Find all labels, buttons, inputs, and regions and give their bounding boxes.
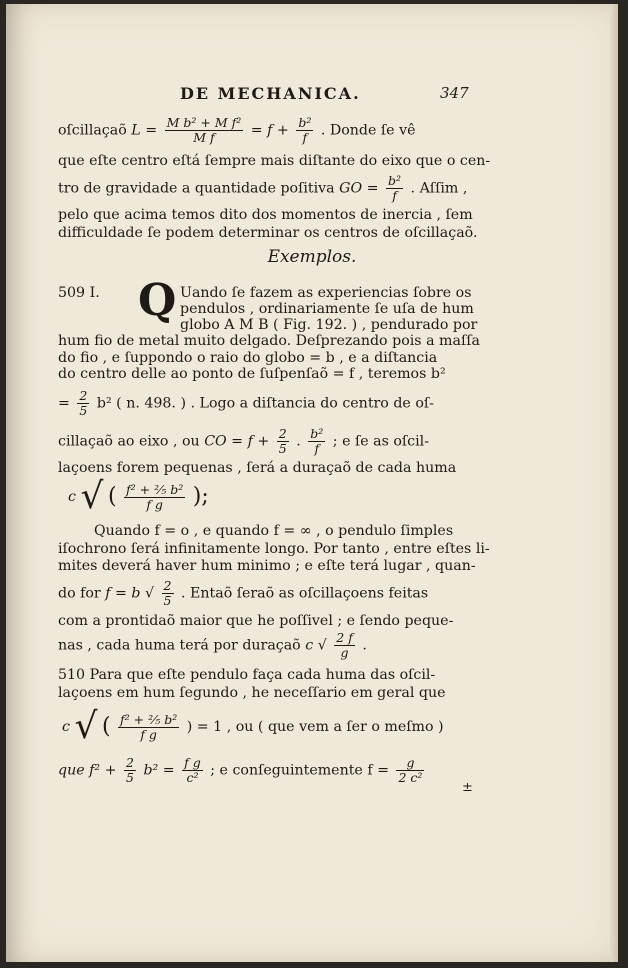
fraction: $\frac{2}{5}$ [79, 388, 88, 418]
fraction: $\frac{2}{5}$ [163, 578, 172, 608]
fraction: $\frac{2}{5}$ [125, 755, 134, 785]
drop-cap: Q [138, 275, 177, 326]
text-line: = $\frac{2}{5}$ b² ( n. 498. ) . Logo a diſtancia do centro de oſ- [58, 388, 434, 418]
fraction: $\frac{2 f}{g}$ [336, 630, 353, 660]
text-line: oſcillaçaõ L = $\frac{\text{M b² + M f²}}{\text{M f}}$ = f + $\frac{\text{b²}}{f}$ . Donde ſe vê [58, 115, 416, 145]
text-line: 509 I. [58, 285, 100, 301]
page-number: 347 [440, 84, 469, 102]
fraction: $\frac{\text{M b² + M f²}}{\text{M f}}$ [166, 115, 242, 145]
fraction: $\frac{\text{b²}}{f}$ [298, 115, 312, 145]
fraction: $\frac{\text{f² + ⅖ b²}}{\text{f g}}$ [120, 711, 178, 742]
page-edge [610, 4, 618, 962]
text-line: hum fio de metal muito delgado. Deſprezando pois a maſſa [58, 333, 480, 349]
running-head: DE MECHANICA. [180, 84, 361, 103]
text-line: laçoens em hum ſegundo , he neceſſario em geral que [58, 685, 446, 701]
text-line: mites deverá haver hum minimo ; e eſte terá lugar , quan- [58, 558, 476, 574]
text-line: iſochrono ſerá infinitamente longo. Por tanto , entre eſtes li- [58, 541, 490, 557]
radical-icon: √ [74, 706, 98, 747]
fraction: $\frac{\text{b²}}{f}$ [388, 173, 402, 203]
text-line: laçoens forem pequenas , ſerá a duraçaõ de cada huma [58, 460, 457, 476]
text-line: do centro delle ao ponto de ſuſpenſaõ = f , teremos b² [58, 366, 446, 382]
text-line: cillaçaõ ao eixo , ou CO = f + $\frac{2}{5}$ . $\frac{\text{b²}}{f}$ ; e ſe as oſcil- [58, 426, 429, 456]
paren-open: ( [101, 714, 111, 739]
text-line: Quando f = o , e quando f = ∞ , o pendulo ſimples [94, 523, 454, 539]
text-line: globo A M B ( Fig. 192. ) , pendurado por [180, 317, 478, 333]
text-line: do for f = b √ $\frac{2}{5}$ . Entaõ ſeraõ as oſcillaçoens feitas [58, 578, 429, 608]
text-line: pelo que acima temos dito dos momentos de inercia , ſem [58, 207, 473, 223]
page-header [56, 84, 476, 106]
fraction: $\frac{\text{f g}}{\text{c²}}$ [184, 755, 201, 785]
book-page [6, 4, 618, 962]
radical-icon: √ [80, 476, 104, 517]
text-line: nas , cada huma terá por duraçaõ c √ $\frac{2 f}{g}$ . [58, 630, 367, 660]
equation: c √ ( $\frac{\text{f² + ⅖ b²}}{\text{f g}}$ ); [68, 476, 209, 517]
text-line: com a prontidaõ maior que he poſſivel ; e ſendo peque- [58, 613, 454, 629]
text-line: que eſte centro eſtá ſempre mais diſtante do eixo que o cen- [58, 153, 491, 169]
paren-open: ( [107, 484, 117, 509]
text-line: do fio , e ſuppondo o raio do globo = b , e a diſtancia [58, 350, 438, 366]
text-line: Uando ſe fazem as experiencias ſobre os [180, 285, 472, 301]
fraction: $\frac{\text{f² + ⅖ b²}}{\text{f g}}$ [126, 481, 184, 512]
text-line: difficuldade ſe podem determinar os centros de oſcillaçaõ. [58, 225, 478, 241]
text-line: que f² + $\frac{2}{5}$ b² = $\frac{\text{f g}}{\text{c²}}$ ; e conſeguintemente f = $\frac{g}{\text{2 c²}}$ [58, 755, 423, 785]
text-line: tro de gravidade a quantidade poſitiva GO = $\frac{\text{b²}}{f}$ . Aſſim , [58, 173, 468, 203]
fraction: $\frac{g}{\text{2 c²}}$ [398, 755, 423, 785]
text-line: pendulos , ordinariamente ſe uſa de hum [180, 301, 474, 317]
fraction: $\frac{\text{b²}}{f}$ [310, 426, 324, 456]
continuation-mark: ± [462, 780, 473, 795]
equation: c √ ( $\frac{\text{f² + ⅖ b²}}{\text{f g}}$ ) = 1 , ou ( que vem a ſer o meſmo ) [62, 706, 444, 747]
section-heading: Exemplos. [267, 247, 357, 267]
fraction: $\frac{2}{5}$ [278, 426, 287, 456]
text-line: 510 Para que eſte pendulo faça cada huma das oſcil- [58, 667, 436, 683]
